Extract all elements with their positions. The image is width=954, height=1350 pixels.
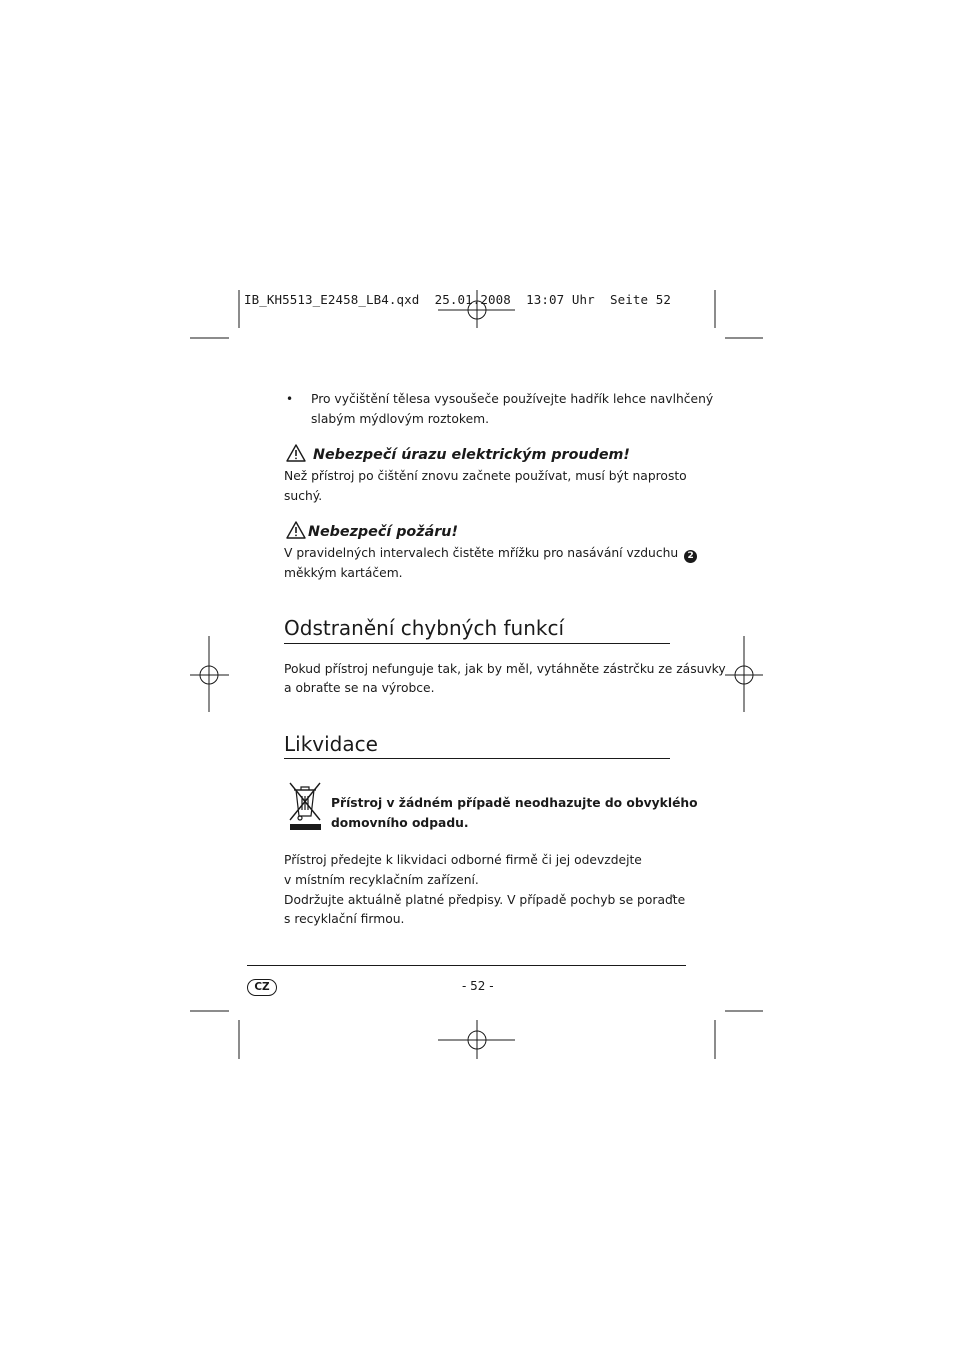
disposal-text-line-2: v místním recyklačním zařízení. — [284, 873, 479, 887]
malfunction-text-line-2: a obraťte se na výrobce. — [284, 681, 435, 695]
warning-fire-title: Nebezpečí požáru! — [308, 524, 458, 540]
warning-electric-title: Nebezpečí úrazu elektrickým proudem! — [313, 447, 630, 463]
language-badge: CZ — [247, 979, 277, 996]
section-rule — [284, 758, 670, 759]
bullet-text-line-2: slabým mýdlovým roztokem. — [311, 412, 490, 426]
disposal-text-line-3: Dodržujte aktuálně platné předpisy. V případě pochyb se poraďte — [284, 893, 686, 907]
section-title-malfunction: Odstranění chybných funkcí — [284, 616, 565, 640]
section-title-disposal: Likvidace — [284, 732, 378, 756]
bullet-mark: • — [286, 392, 294, 406]
warning-fire-text-line-1 — [284, 544, 697, 564]
warning-electric-text-line-2: suchý. — [284, 489, 323, 503]
footer-rule — [247, 965, 686, 966]
disposal-warning-line-1: Přístroj v žádném případě neodhazujte do obvyklého — [331, 796, 698, 810]
disposal-text-line-4: s recyklační firmou. — [284, 912, 405, 926]
page-number: - 52 - — [462, 979, 494, 993]
warning-triangle-icon — [286, 444, 306, 462]
disposal-text-line-1: Přístroj předejte k likvidaci odborné firmě či jej odevzdejte — [284, 853, 642, 867]
warning-triangle-icon — [286, 521, 306, 539]
malfunction-text-line-1: Pokud přístroj nefunguje tak, jak by měl, vytáhněte zástrčku ze zásuvky — [284, 662, 726, 676]
reference-number-badge: 2 — [684, 550, 697, 563]
warning-fire-text: V pravidelných intervalech čistěte mřížku pro nasávání vzduchu — [284, 546, 679, 560]
warning-fire-text-line-2: měkkým kartáčem. — [284, 566, 403, 580]
crossed-out-bin-icon — [287, 780, 323, 832]
warning-electric-text-line-1: Než přístroj po čištění znovu začnete používat, musí být naprosto — [284, 469, 687, 483]
disposal-warning-line-2: domovního odpadu. — [331, 816, 469, 830]
bullet-text-line-1: Pro vyčištění tělesa vysoušeče používejte hadřík lehce navlhčený — [311, 392, 714, 406]
slug-line: IB_KH5513_E2458_LB4.qxd 25.01.2008 13:07 Uhr Seite 52 — [244, 292, 672, 307]
section-rule — [284, 643, 670, 644]
